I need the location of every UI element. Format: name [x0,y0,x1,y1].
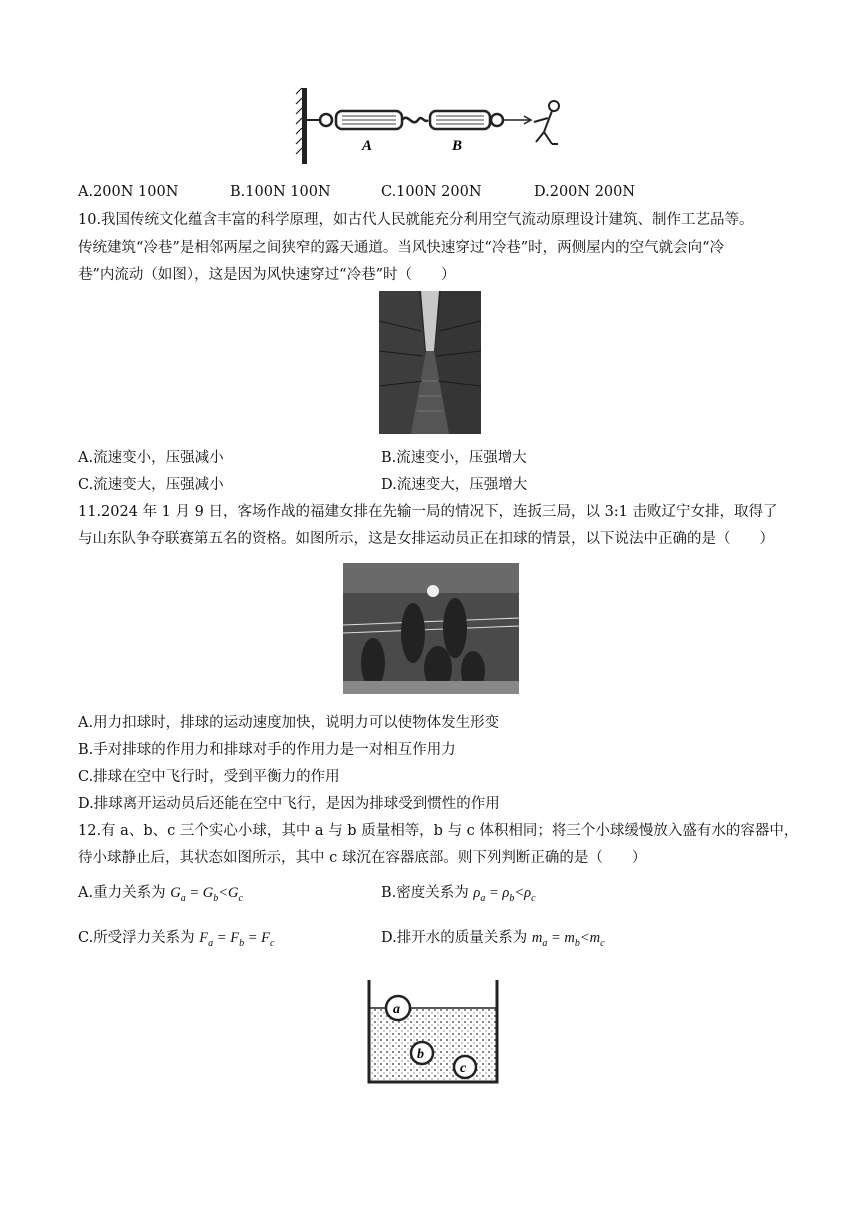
q12-option-a: A.重力关系为 $G_a = G_b<G_c$ [78,885,243,904]
q10-option-b: B.流速变小，压强增大 [381,450,527,466]
cold-alley-photo [379,291,481,434]
q12-option-d: D.排开水的质量关系为 $m_a = m_b<m_c$ [381,930,605,949]
q12-option-c: C.所受浮力关系为 $F_a = F_b = F_c$ [78,930,275,949]
q10-option-c: C.流速变大，压强减小 [78,477,224,493]
ball-b-label: b [417,1047,424,1062]
q9-option-b: B.100N 100N [230,184,331,200]
ball-c-label: c [460,1061,467,1076]
label-a: A [362,138,373,154]
container-balls-figure [355,978,510,1090]
q12-stem-line-2: 待小球静止后，其状态如图所示，其中 c 球沉在容器底部。则下列判断正确的是（ ） [78,850,647,866]
water [369,1008,497,1082]
gravity-relation: $G_a = G_b<G_c$ [170,885,243,904]
q11-stem-line-2: 与山东队争夺联赛第五名的资格。如图所示，这是女排运动员正在扣球的情景，以下说法中正确的是（ ） [78,531,774,547]
q10-option-a: A.流速变小，压强减小 [78,450,224,466]
q9-option-d: D.200N 200N [534,184,636,200]
q12-stem-line-1: 12.有 a、b、c 三个实心小球，其中 a 与 b 质量相等，b 与 c 体积相同；将三个小球缓慢放入盛有水的容器中， [78,823,799,839]
q10-stem-line-2: 传统建筑“冷巷”是相邻两屋之间狭窄的露天通道。当风快速穿过“冷巷”时，两侧屋内的空气就会向“冷 [78,240,725,256]
q11-option-a: A.用力扣球时，排球的运动速度加快，说明力可以使物体发生形变 [78,715,500,731]
q11-option-c: C.排球在空中飞行时，受到平衡力的作用 [78,769,340,785]
spring-scale-figure [290,80,580,170]
ball-a-label: a [393,1002,400,1017]
q11-option-b: B.手对排球的作用力和排球对手的作用力是一对相互作用力 [78,742,456,758]
q10-stem-line-3: 巷”内流动（如图），这是因为风快速穿过“冷巷”时（ ） [78,267,456,283]
q11-stem-line-1: 11.2024 年 1 月 9 日，客场作战的福建女排在先输一局的情况下，连扳三局，以 3:1 击败辽宁女排，取得了 [78,504,778,520]
q9-option-c: C.100N 200N [381,184,482,200]
label-b: B [452,138,463,154]
displaced-mass-relation: $m_a = m_b<m_c$ [531,930,605,949]
density-relation: $\rho_a = \rho_b<\rho_c$ [473,885,536,904]
q9-option-a: A.200N 100N [78,184,179,200]
buoyancy-relation: $F_a = F_b = F_c$ [199,930,275,949]
q11-option-d: D.排球离开运动员后还能在空中飞行，是因为排球受到惯性的作用 [78,796,500,812]
q10-stem-line-1: 10.我国传统文化蕴含丰富的科学原理，如古代人民就能充分利用空气流动原理设计建筑、制作工艺品等。 [78,212,754,228]
q12-option-b: B.密度关系为 $\rho_a = \rho_b<\rho_c$ [381,885,536,904]
volleyball-photo [343,563,519,694]
q10-option-d: D.流速变大，压强增大 [381,477,528,493]
